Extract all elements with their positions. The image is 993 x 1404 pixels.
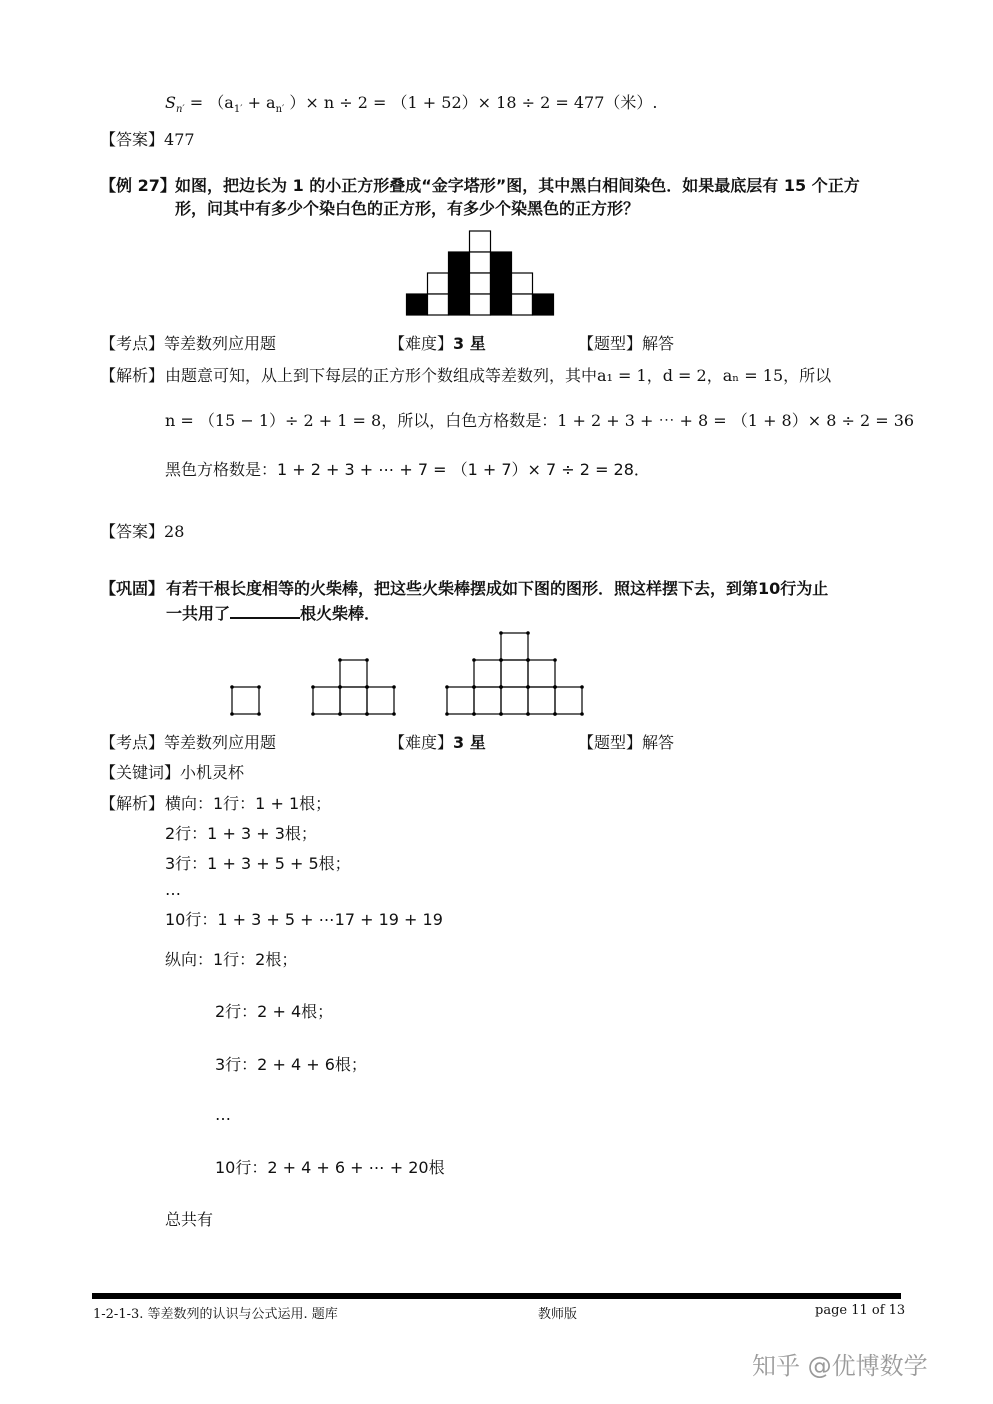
formula-eq1: = （a (189, 93, 234, 112)
matchstick-joint (338, 685, 342, 689)
matchstick-joint (499, 658, 503, 662)
matchstick-joint (526, 685, 530, 689)
analysis-1-line1b: a₁ = 1，d = 2，aₙ = 15，所以 (597, 366, 832, 385)
nandu2-label: 【难度】 (389, 733, 454, 752)
kaodian-value: 等差数列应用题 (164, 334, 277, 353)
nandu2 (389, 733, 486, 753)
matchstick-joint (445, 712, 449, 716)
matchstick-joint (257, 685, 261, 689)
matchstick-joint (365, 712, 369, 716)
nandu-value: 3 星 (453, 334, 486, 353)
answer-value: 477 (164, 130, 195, 149)
matchstick-joint (230, 712, 234, 716)
footer-left: 1-2-1-3. 等差数列的认识与公式运用. 题库 (93, 1307, 338, 1322)
kaodian2-label: 【考点】 (100, 733, 165, 752)
analysis-2-label: 【解析】 (100, 794, 165, 813)
formula-plus: + a (247, 93, 276, 112)
pyramid-white-square (512, 294, 533, 315)
matchstick-joint (257, 712, 261, 716)
pyramid-black-square (491, 252, 512, 273)
top-formula: $S_{n'} = (a_{1'} + a_{n'}$ ）× n ÷ 2 = （1 + 52）× 18 ÷ 2 = 477（米）. (165, 93, 658, 116)
pyramid-white-square (470, 231, 491, 252)
pyramid-black-square (449, 252, 470, 273)
consolidate-line2 (166, 603, 380, 624)
matchstick-joint (526, 631, 530, 635)
footer-center: 教师版 (538, 1307, 578, 1322)
matchstick-square (501, 633, 528, 660)
pyramid-white-square (428, 294, 449, 315)
example-27-line2: 形，问其中有多少个染白色的正方形，有多少个染黑色的正方形？ (175, 199, 640, 218)
pyramid-black-square (533, 294, 554, 315)
tixing2-value: 解答 (642, 733, 675, 752)
analysis-2-h4: … (165, 880, 181, 899)
matchstick-joint (311, 685, 315, 689)
matchstick-square (447, 687, 474, 714)
analysis-2-total: 总共有 (165, 1210, 214, 1229)
pyramid-black-square (491, 294, 512, 315)
matchstick-square (340, 660, 367, 687)
matchstick-joint (472, 712, 476, 716)
analysis-2-v5: 10行：2 + 4 + 6 + ⋯ + 20根 (215, 1158, 445, 1177)
matchstick-square (474, 687, 501, 714)
matchstick-joint (580, 685, 584, 689)
meta-row-1 (100, 334, 900, 354)
analysis-2-v1: 纵向：1行：2根； (165, 950, 298, 969)
pyramid-white-square (428, 273, 449, 294)
analysis-1-line1a: 由题意可知，从上到下每层的正方形个数组成等差数列，其中 (165, 366, 598, 385)
footer-right: page 11 of 13 (815, 1303, 906, 1318)
analysis-1-line3: 黑色方格数是：1 + 2 + 3 + ⋯ + 7 = （1 + 7）× 7 ÷ 2 = 28． (165, 460, 650, 479)
analysis-2-h1: 横向：1行：1 + 1根； (165, 794, 332, 813)
matchstick-joint (553, 685, 557, 689)
nandu2-value: 3 星 (453, 733, 486, 752)
matchstick-joint (365, 685, 369, 689)
matchstick-joint (230, 685, 234, 689)
consolidate-line1: 有若干根长度相等的火柴棒，把这些火柴棒摆成如下图的图形．照这样摆下去，到第10行为止 (166, 579, 829, 598)
footer-rule (92, 1293, 901, 1299)
matchstick-square (501, 660, 528, 687)
matchstick-square (528, 660, 555, 687)
tixing (578, 334, 674, 354)
consolidate-label: 【巩固】 (100, 579, 165, 598)
matchstick-joint (445, 685, 449, 689)
tixing-value: 解答 (642, 334, 675, 353)
analysis-2-h3: 3行：1 + 3 + 5 + 5根； (165, 854, 351, 873)
matchstick-joint (526, 658, 530, 662)
consolidate-line2b: 根火柴棒． (300, 604, 381, 623)
tixing-label: 【题型】 (578, 334, 643, 353)
keywords-label: 【关键词】 (100, 763, 181, 782)
analysis-1-line2: n = （15 − 1）÷ 2 + 1 = 8，所以，白色方格数是：1 + 2 + 3 + ⋯ + 8 = （1 + 8）× 8 ÷ 2 = 36 (165, 411, 915, 430)
pyramid-black-square (449, 294, 470, 315)
matchstick-joint (365, 658, 369, 662)
meta-row-2 (100, 733, 900, 753)
pyramid-figure (400, 228, 560, 320)
matchstick-joint (392, 685, 396, 689)
analysis-2-h5: 10行：1 + 3 + 5 + ⋯17 + 19 + 19 (165, 910, 443, 929)
pyramid-white-square (470, 294, 491, 315)
matchstick-joint (472, 685, 476, 689)
answer2-value: 28 (164, 522, 185, 541)
analysis-2-v2: 2行：2 + 4根； (215, 1002, 334, 1021)
matchstick-joint (553, 658, 557, 662)
matchstick-square (340, 687, 367, 714)
answer-label: 【答案】 (100, 130, 165, 149)
matchstick-joint (338, 712, 342, 716)
answer2-label: 【答案】 (100, 522, 165, 541)
formula-rest: ）× n ÷ 2 = （1 + 52）× 18 ÷ 2 = 477（米）. (289, 93, 658, 112)
matchstick-square (501, 687, 528, 714)
pyramid-white-square (512, 273, 533, 294)
matchstick-joint (526, 712, 530, 716)
matchstick-square (474, 660, 501, 687)
matchstick-joint (580, 712, 584, 716)
kaodian-label: 【考点】 (100, 334, 165, 353)
matchstick-joint (499, 712, 503, 716)
answer-477 (100, 130, 195, 150)
matchstick-figures (225, 628, 590, 723)
consolidate-line2a: 一共用了 (166, 604, 231, 623)
pyramid-white-square (470, 273, 491, 294)
pyramid-white-square (470, 252, 491, 273)
analysis-1-line1 (165, 366, 831, 386)
formula-s: S (165, 93, 176, 112)
pyramid-black-square (407, 294, 428, 315)
tixing2-label: 【题型】 (578, 733, 643, 752)
matchstick-joint (392, 712, 396, 716)
matchstick-joint (553, 712, 557, 716)
answer-28 (100, 522, 184, 542)
pyramid-black-square (449, 273, 470, 294)
matchstick-square (555, 687, 582, 714)
example-27-label: 【例 27】 (100, 176, 176, 195)
matchstick-square (528, 687, 555, 714)
example-27-line1: 如图，把边长为 1 的小正方形叠成“金字塔形”图，其中黑白相间染色．如果最底层有 15 个正方 (175, 176, 860, 195)
keywords (100, 763, 244, 783)
nandu-label: 【难度】 (389, 334, 454, 353)
watermark: 知乎 @优博数学 (752, 1352, 928, 1380)
matchstick-joint (338, 658, 342, 662)
matchstick-joint (472, 658, 476, 662)
matchstick-square (313, 687, 340, 714)
nandu (389, 334, 486, 354)
analysis-2-h2: 2行：1 + 3 + 3根； (165, 824, 317, 843)
matchstick-joint (499, 685, 503, 689)
matchstick-joint (311, 712, 315, 716)
matchstick-joint (499, 631, 503, 635)
analysis-1-label: 【解析】 (100, 366, 165, 385)
tixing2 (578, 733, 674, 753)
analysis-2-v3: 3行：2 + 4 + 6根； (215, 1055, 367, 1074)
keywords-value: 小机灵杯 (180, 763, 245, 782)
kaodian2-value: 等差数列应用题 (164, 733, 277, 752)
matchstick-square (367, 687, 394, 714)
pyramid-black-square (491, 273, 512, 294)
matchstick-square (232, 687, 259, 714)
answer-blank (230, 603, 300, 619)
analysis-2-v4: … (215, 1105, 231, 1124)
